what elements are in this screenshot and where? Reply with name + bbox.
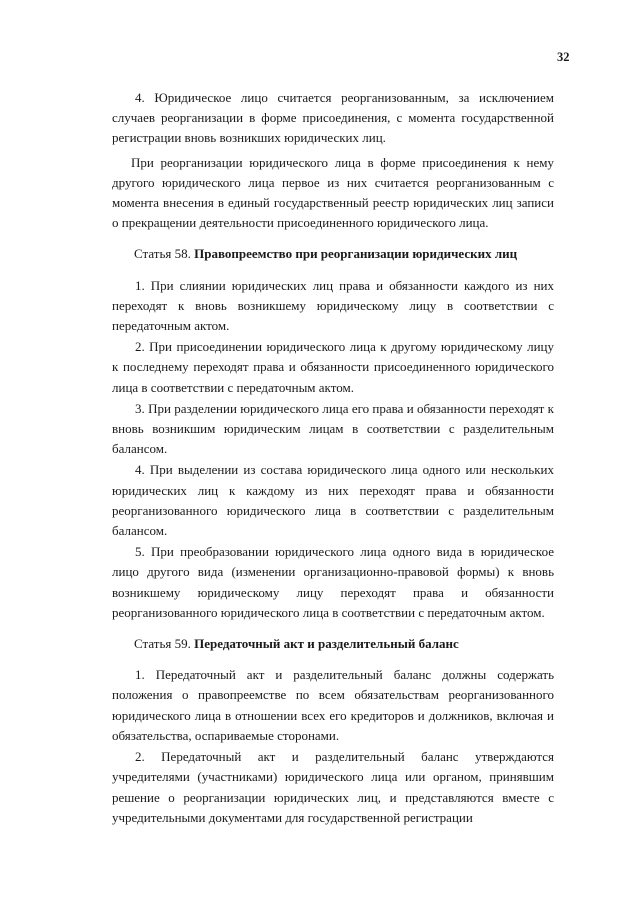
article-58-item: 5. При преобразовании юридического лица одного вида в юридическое лицо другого вида (изменении организационно-правовой формы) к вновь возникшему юридическому лицу переходят права и обязанности реорганизованного юридического лица в соответствии с передаточным актом. (112, 544, 554, 620)
paragraph-reorg-merger: При реорганизации юридического лица в форме присоединения к нему другого юридического лица первое из них считается реорганизованным с момента внесения в единый государственный реестр юридических лиц записи о прекращении деятельности присоединенного юридического лица. (112, 154, 554, 231)
article-59-item: 2. Передаточный акт и разделительный баланс утверждаются учредителями (участниками) юридического лица или органом, принявшим решение о реорганизации юридических лиц, и представляются вместе с учредительными документами для государственной регистрации (112, 749, 554, 825)
article-58-item: 3. При разделении юридического лица его права и обязанности переходят к вновь возникшим юридическим лицам в соответствии с разделительным балансом. (112, 400, 554, 457)
article-58-item: 4. При выделении из состава юридического лица одного или нескольких юридических лиц к каждому из них переходят права и обязанности реорганизованного юридического лица в соответствии с разделительным балансом. (112, 462, 554, 539)
article-58-number: Статья 58. (134, 246, 191, 262)
article-58-heading (112, 244, 554, 264)
article-59-title: Передаточный акт и разделительный баланс (194, 636, 459, 652)
article-59-item: 1. Передаточный акт и разделительный баланс должны содержать положения о правопреемстве по всем обязательствам реорганизованного юридического лица в отношении всех его кредиторов и должников, включая и обязательства, оспариваемые сторонами. (112, 667, 554, 743)
article-58-item: 2. При присоединении юридического лица к другому юридическому лицу к последнему переходят права и обязанности присоединенного юридического лица в соответствии с передаточным актом. (112, 339, 554, 395)
article-59-number: Статья 59. (134, 636, 191, 652)
paragraph-reorg-moment: 4. Юридическое лицо считается реорганизованным, за исключением случаев реорганизации в форме присоединения, с момента государственной регистрации вновь возникших юридических лиц. (112, 90, 554, 146)
document-body (112, 88, 554, 828)
article-58-title: Правопреемство при реорганизации юридических лиц (194, 246, 518, 262)
page-number: 32 (557, 50, 570, 64)
article-58-item: 1. При слиянии юридических лиц права и обязанности каждого из них переходят к вновь возникшему юридическому лицу в соответствии с передаточным актом. (112, 277, 554, 334)
article-59-heading (112, 634, 554, 654)
